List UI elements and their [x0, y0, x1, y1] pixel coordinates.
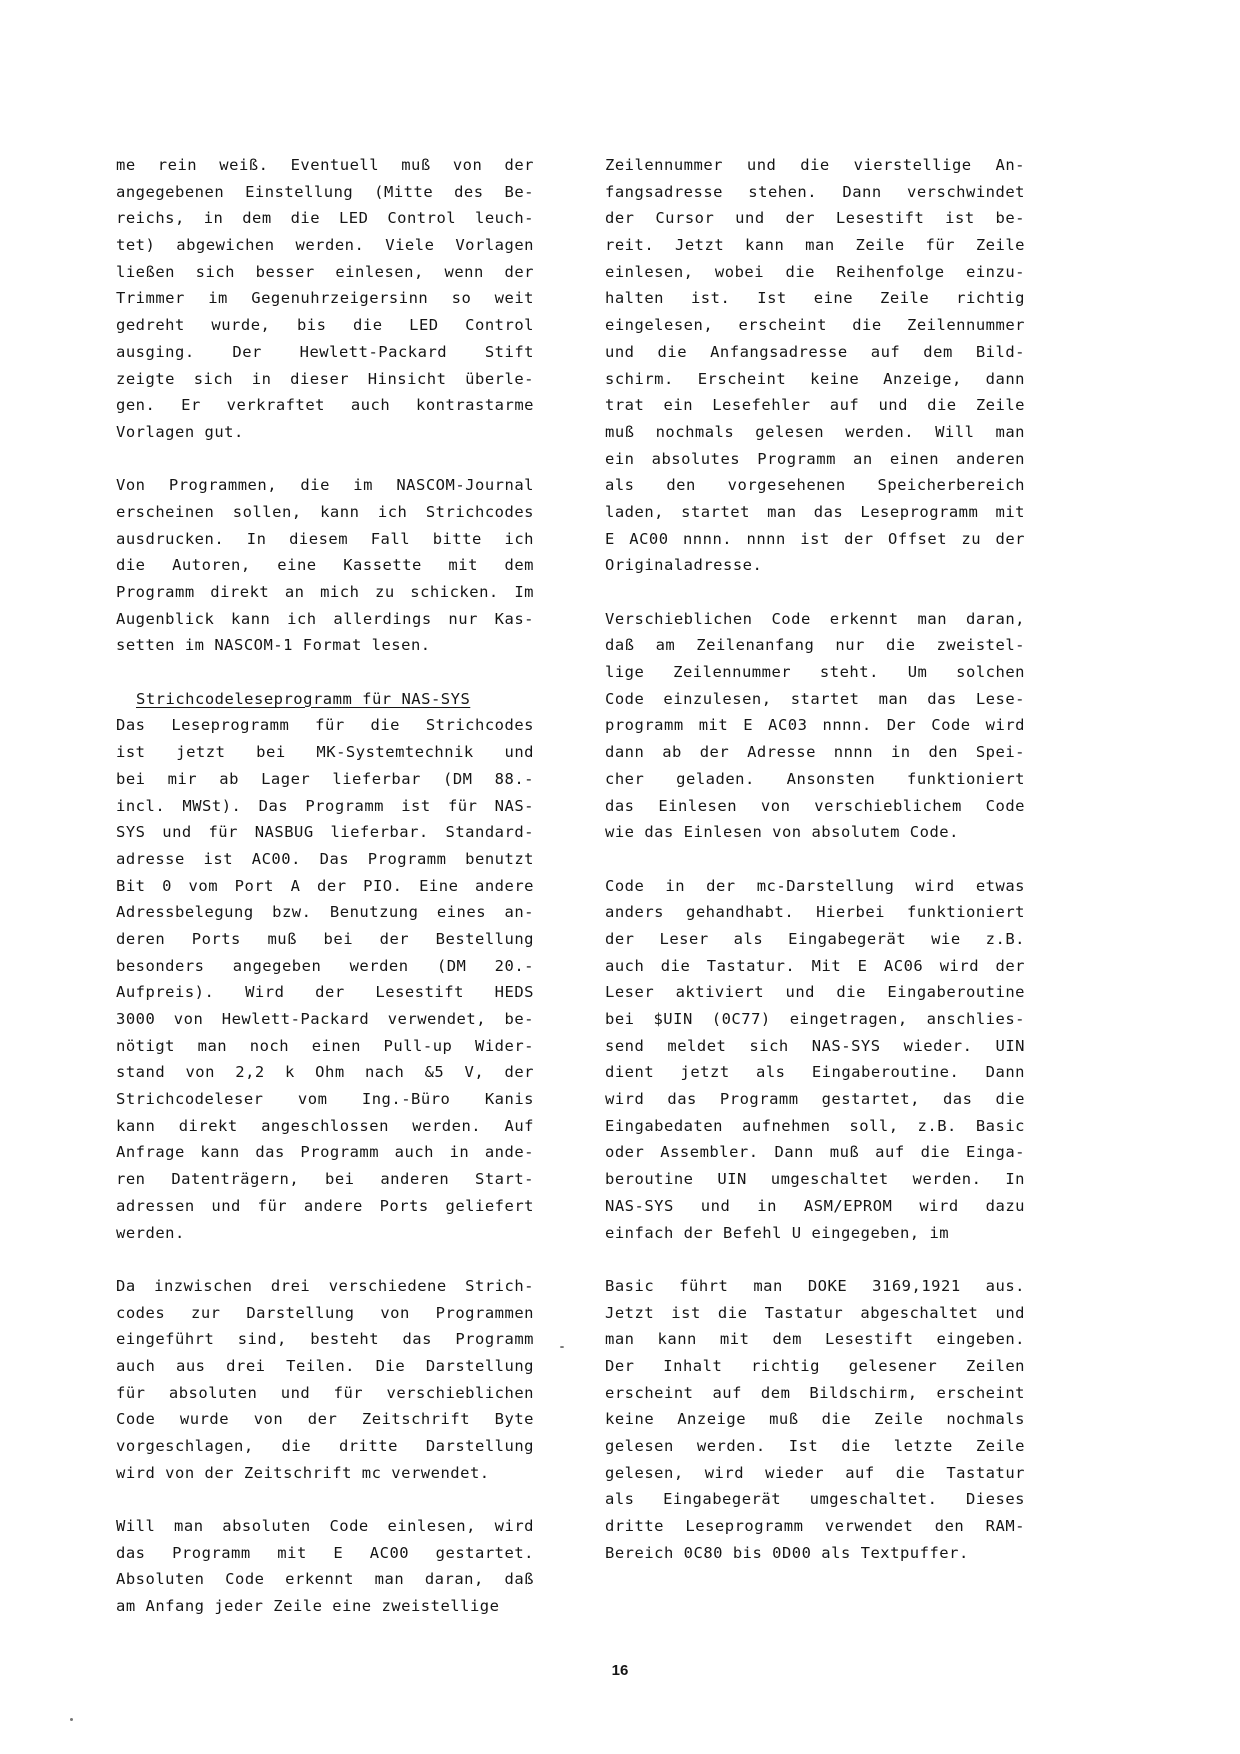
text-line: besonders angegeben werden (DM 20.-	[116, 956, 534, 975]
text-line: setten im NASCOM-1 Format lesen.	[116, 636, 431, 655]
text-line: Absoluten Code erkennt man daran, daß	[116, 1570, 534, 1589]
text-line: dann ab der Adresse nnnn in den Spei-	[605, 743, 1025, 762]
text-line: incl. MWSt). Das Programm ist für NAS-	[116, 796, 534, 815]
page-number: 16	[611, 1662, 629, 1679]
text-line: das Programm mit E AC00 gestartet.	[116, 1543, 534, 1562]
text-line: nötigt man noch einen Pull-up Wider-	[116, 1036, 534, 1055]
text-line: ren Datenträgern, bei anderen Start-	[116, 1170, 534, 1189]
text-line: dritte Leseprogramm verwendet den RAM-	[605, 1517, 1025, 1536]
text-line: man kann mit dem Lesestift eingeben.	[605, 1330, 1025, 1349]
text-line: Leser aktiviert und die Eingaberoutine	[605, 983, 1025, 1002]
left-column-paragraph	[116, 152, 534, 446]
text-line: Code einzulesen, startet man das Lese-	[605, 689, 1025, 708]
text-line: wie das Einlesen von absolutem Code.	[605, 823, 959, 842]
text-line: Das Leseprogramm für die Strichcodes	[116, 716, 534, 735]
section-heading: Strichcodeleseprogramm für NAS-SYS	[136, 689, 471, 708]
text-line: cher geladen. Ansonsten funktioniert	[605, 769, 1025, 788]
text-line: Von Programmen, die im NASCOM-Journal	[116, 476, 534, 495]
text-line: fangsadresse stehen. Dann verschwindet	[605, 182, 1025, 201]
text-line: werden.	[116, 1223, 185, 1242]
text-line: gelesen, wird wieder auf die Tastatur	[605, 1463, 1025, 1482]
text-line: beroutine UIN umgeschaltet werden. In	[605, 1170, 1025, 1189]
text-line: Aufpreis). Wird der Lesestift HEDS	[116, 983, 534, 1002]
text-line: als Eingabegerät umgeschaltet. Dieses	[605, 1490, 1025, 1509]
text-line: Originaladresse.	[605, 556, 763, 575]
text-line: wird das Programm gestartet, das die	[605, 1090, 1025, 1109]
text-line: programm mit E AC03 nnnn. Der Code wird	[605, 716, 1025, 735]
text-line: zeigte sich in dieser Hinsicht überle-	[116, 369, 534, 388]
text-line: dient jetzt als Eingaberoutine. Dann	[605, 1063, 1025, 1082]
text-line: der Leser als Eingabegerät wie z.B.	[605, 929, 1025, 948]
text-line: gelesen werden. Ist die letzte Zeile	[605, 1437, 1025, 1455]
text-line: eingelesen, erscheint die Zeilennummer	[605, 316, 1025, 335]
text-line: bei $UIN (0C77) eingetragen, anschlies-	[605, 1010, 1025, 1028]
right-column	[605, 152, 1025, 1566]
paragraph-gap	[605, 846, 1025, 873]
text-line: gedreht wurde, bis die LED Control	[116, 316, 534, 335]
scan-speck	[560, 1346, 564, 1348]
paragraph-gap	[605, 1246, 1025, 1273]
text-line: Will man absoluten Code einlesen, wird	[116, 1517, 534, 1536]
text-line: E AC00 nnnn. nnnn ist der Offset zu der	[605, 529, 1025, 548]
text-line: vorgeschlagen, die dritte Darstellung	[116, 1437, 534, 1455]
text-line: Verschieblichen Code erkennt man daran,	[605, 609, 1025, 628]
text-line: als den vorgesehenen Speicherbereich	[605, 476, 1025, 495]
text-line: für absoluten und für verschieblichen	[116, 1383, 534, 1402]
right-column-paragraph	[605, 1273, 1025, 1567]
text-line: wird von der Zeitschrift mc verwendet.	[116, 1463, 490, 1482]
text-line: SYS und für NASBUG lieferbar. Standard-	[116, 823, 534, 842]
paragraph-gap	[605, 579, 1025, 606]
text-line: der Cursor und der Lesestift ist be-	[605, 209, 1025, 228]
text-line: Anfrage kann das Programm auch in ande-	[116, 1143, 534, 1162]
text-line: Eingabedaten aufnehmen soll, z.B. Basic	[605, 1116, 1025, 1135]
text-line: adresse ist AC00. Das Programm benutzt	[116, 849, 534, 868]
text-line: reichs, in dem die LED Control leuch-	[116, 209, 534, 228]
text-line: Trimmer im Gegenuhrzeigersinn so weit	[116, 289, 534, 308]
text-line: Zeilennummer und die vierstellige An-	[605, 156, 1025, 174]
text-line: Adressbelegung bzw. Benutzung eines an-	[116, 903, 534, 922]
text-line: Vorlagen gut.	[116, 422, 244, 441]
left-column-paragraph	[116, 472, 534, 659]
text-line: deren Ports muß bei der Bestellung	[116, 929, 534, 948]
text-line: einlesen, wobei die Reihenfolge einzu-	[605, 262, 1025, 281]
text-line: trat ein Lesefehler auf und die Zeile	[605, 396, 1025, 415]
paragraph-gap	[116, 446, 534, 473]
right-column-paragraph	[605, 606, 1025, 846]
text-line: gen. Er verkraftet auch kontrastarme	[116, 396, 534, 415]
text-line: Jetzt ist die Tastatur abgeschaltet und	[605, 1303, 1025, 1322]
text-line: Strichcodeleser vom Ing.-Büro Kanis	[116, 1090, 534, 1109]
text-line: adressen und für andere Ports geliefert	[116, 1196, 534, 1215]
text-line: oder Assembler. Dann muß auf die Einga-	[605, 1143, 1025, 1162]
text-line: reit. Jetzt kann man Zeile für Zeile	[605, 236, 1025, 255]
text-line: halten ist. Ist eine Zeile richtig	[605, 289, 1025, 308]
text-line: einfach der Befehl U eingegeben, im	[605, 1223, 950, 1242]
text-line: codes zur Darstellung von Programmen	[116, 1303, 534, 1322]
text-line: 3000 von Hewlett-Packard verwendet, be-	[116, 1010, 534, 1028]
text-line: Programm direkt an mich zu schicken. Im	[116, 583, 534, 601]
text-line: auch aus drei Teilen. Die Darstellung	[116, 1356, 534, 1375]
text-line: stand von 2,2 k Ohm nach &5 V, der	[116, 1063, 534, 1082]
text-line: Code in der mc-Darstellung wird etwas	[605, 876, 1025, 895]
text-line: kann direkt angeschlossen werden. Auf	[116, 1116, 534, 1135]
text-line: me rein weiß. Eventuell muß von der	[116, 156, 534, 174]
text-line: muß nochmals gelesen werden. Will man	[605, 422, 1025, 441]
text-line: ausging. Der Hewlett-Packard Stift	[116, 342, 534, 361]
text-line: das Einlesen von verschieblichem Code	[605, 796, 1025, 815]
text-line: keine Anzeige muß die Zeile nochmals	[605, 1410, 1025, 1429]
text-line: am Anfang jeder Zeile eine zweistellige	[116, 1597, 500, 1616]
left-column-paragraph	[116, 686, 534, 1246]
text-line: Der Inhalt richtig gelesener Zeilen	[605, 1356, 1025, 1375]
text-line: bei mir ab Lager lieferbar (DM 88.-	[116, 769, 534, 788]
text-line: eingeführt sind, besteht das Programm	[116, 1330, 534, 1349]
text-line: erscheinen sollen, kann ich Strichcodes	[116, 502, 534, 521]
text-line: NAS-SYS und in ASM/EPROM wird dazu	[605, 1196, 1025, 1215]
text-line: daß am Zeilenanfang nur die zweistel-	[605, 636, 1025, 655]
paragraph-gap	[116, 1246, 534, 1273]
text-line: Bit 0 vom Port A der PIO. Eine andere	[116, 876, 534, 895]
paragraph-gap	[116, 659, 534, 686]
text-line: Augenblick kann ich allerdings nur Kas-	[116, 609, 534, 628]
left-column-paragraph	[116, 1273, 534, 1487]
text-line: Code wurde von der Zeitschrift Byte	[116, 1410, 534, 1429]
text-line: laden, startet man das Leseprogramm mit	[605, 502, 1025, 521]
text-line: send meldet sich NAS-SYS wieder. UIN	[605, 1036, 1025, 1055]
text-line: tet) abgewichen werden. Viele Vorlagen	[116, 236, 534, 255]
right-column-paragraph	[605, 152, 1025, 579]
text-line: ließen sich besser einlesen, wenn der	[116, 262, 534, 281]
text-line: Bereich 0C80 bis 0D00 als Textpuffer.	[605, 1543, 969, 1562]
text-line: ausdrucken. In diesem Fall bitte ich	[116, 529, 534, 548]
text-line: angegebenen Einstellung (Mitte des Be-	[116, 182, 534, 201]
text-line: schirm. Erscheint keine Anzeige, dann	[605, 369, 1025, 388]
text-line: Basic führt man DOKE 3169,1921 aus.	[605, 1276, 1025, 1295]
text-line: auch die Tastatur. Mit E AC06 wird der	[605, 956, 1025, 975]
text-line: die Autoren, eine Kassette mit dem	[116, 556, 534, 575]
scan-speck	[70, 1718, 73, 1721]
left-column-paragraph	[116, 1513, 534, 1620]
paragraph-gap	[116, 1486, 534, 1513]
left-column	[116, 152, 534, 1620]
text-line: erscheint auf dem Bildschirm, erscheint	[605, 1383, 1025, 1402]
right-column-paragraph	[605, 873, 1025, 1247]
text-line: ein absolutes Programm an einen anderen	[605, 449, 1025, 468]
text-line: lige Zeilennummer steht. Um solchen	[605, 663, 1025, 682]
text-line: Da inzwischen drei verschiedene Strich-	[116, 1276, 534, 1295]
text-line: ist jetzt bei MK-Systemtechnik und	[116, 743, 534, 762]
text-line: anders gehandhabt. Hierbei funktioniert	[605, 903, 1025, 922]
text-line: und die Anfangsadresse auf dem Bild-	[605, 342, 1025, 361]
